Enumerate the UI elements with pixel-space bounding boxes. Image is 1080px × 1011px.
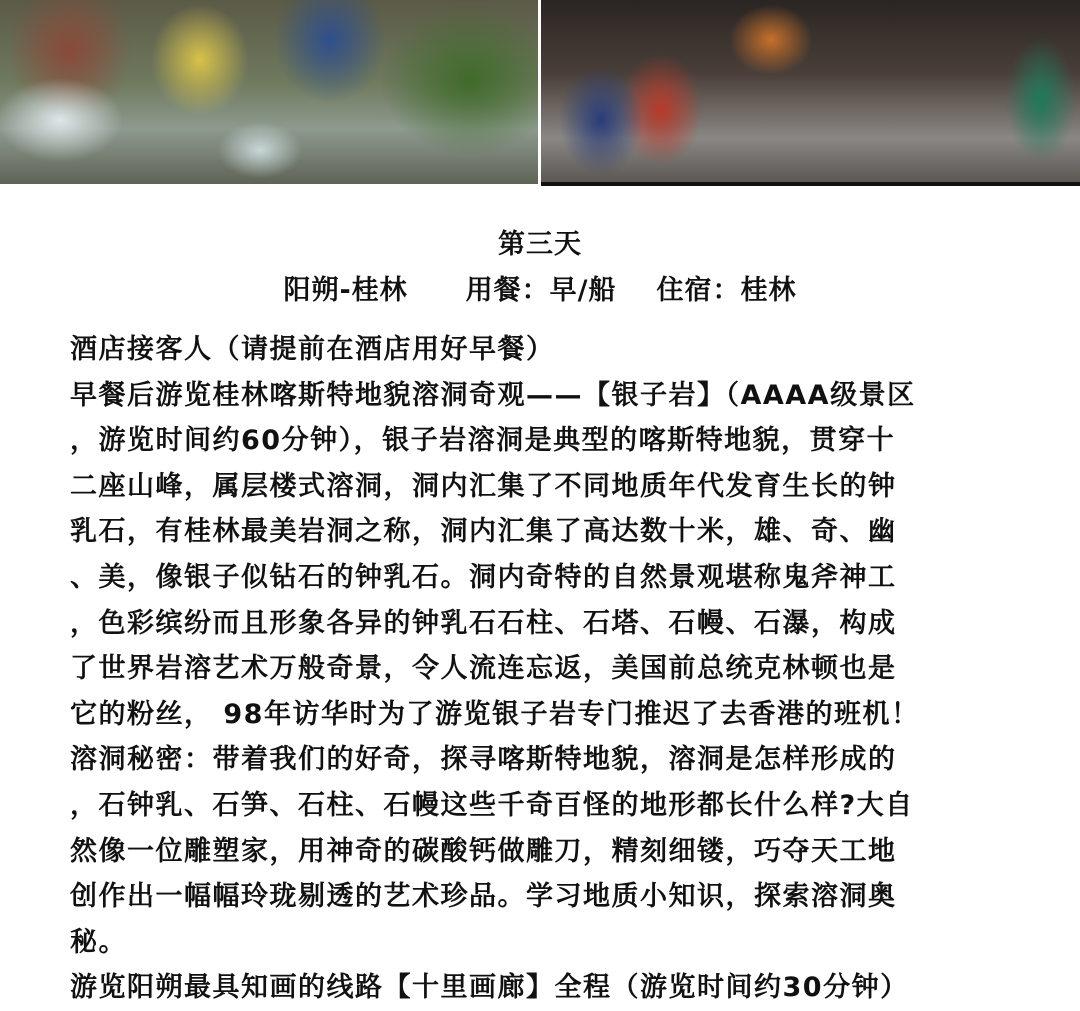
folk-dance-photo [541,0,1080,184]
photo-border-line [541,182,1080,186]
itinerary-line: 溶洞秘密：带着我们的好奇，探寻喀斯特地貌，溶洞是怎样形成的 [70,744,897,776]
day-meta [0,268,1080,307]
day-title: 第三天 [498,229,582,260]
itinerary-line: 乳石，有桂林最美岩洞之称，洞内汇集了高达数十米，雄、奇、幽 [70,516,897,548]
itinerary-line: ，色彩缤纷而且形象各异的钟乳石石柱、石塔、石幔、石瀑，构成 [70,607,897,639]
itinerary-line: 、美，像银子似钻石的钟乳石。洞内奇特的自然景观堪称鬼斧神工 [70,561,897,593]
itinerary-line: 秘。 [70,926,127,958]
itinerary-line: 它的粉丝， 98年访华时为了游览银子岩专门推迟了去香港的班机！ [70,698,920,730]
itinerary-line: 酒店接客人（请提前在酒店用好早餐） [70,334,555,365]
itinerary-line: ，游览时间约60分钟），银子岩溶洞是典型的喀斯特地貌，贯穿十 [70,425,896,457]
itinerary-line: 创作出一幅幅玲珑剔透的艺术珍品。学习地质小知识，探索溶洞奥 [70,881,897,913]
route-label: 阳朔-桂林 [283,275,408,306]
itinerary-line: 然像一位雕塑家，用神奇的碳酸钙做雕刀，精刻细镂，巧夺天工地 [70,835,897,867]
hiking-stream-photo [0,0,538,184]
itinerary-line: ，石钟乳、石笋、石柱、石幔这些千奇百怪的地形都长什么样?大自 [70,789,914,821]
itinerary-line: 了世界岩溶艺术万般奇景，令人流连忘返，美国前总统克林顿也是 [70,653,897,685]
meals-label: 用餐：早/船 [465,275,617,306]
itinerary-line: 二座山峰，属层楼式溶洞，洞内汇集了不同地质年代发育生长的钟 [70,470,897,502]
lodging-label: 住宿：桂林 [656,275,797,306]
itinerary-line: 早餐后游览桂林喀斯特地貌溶洞奇观——【银子岩】（AAAA级景区 [70,379,916,411]
itinerary-line: 游览阳朔最具知画的线路【十里画廊】全程（游览时间约30分钟） [70,972,909,1004]
itinerary-body [70,327,1040,1011]
photo-strip [0,0,1080,186]
